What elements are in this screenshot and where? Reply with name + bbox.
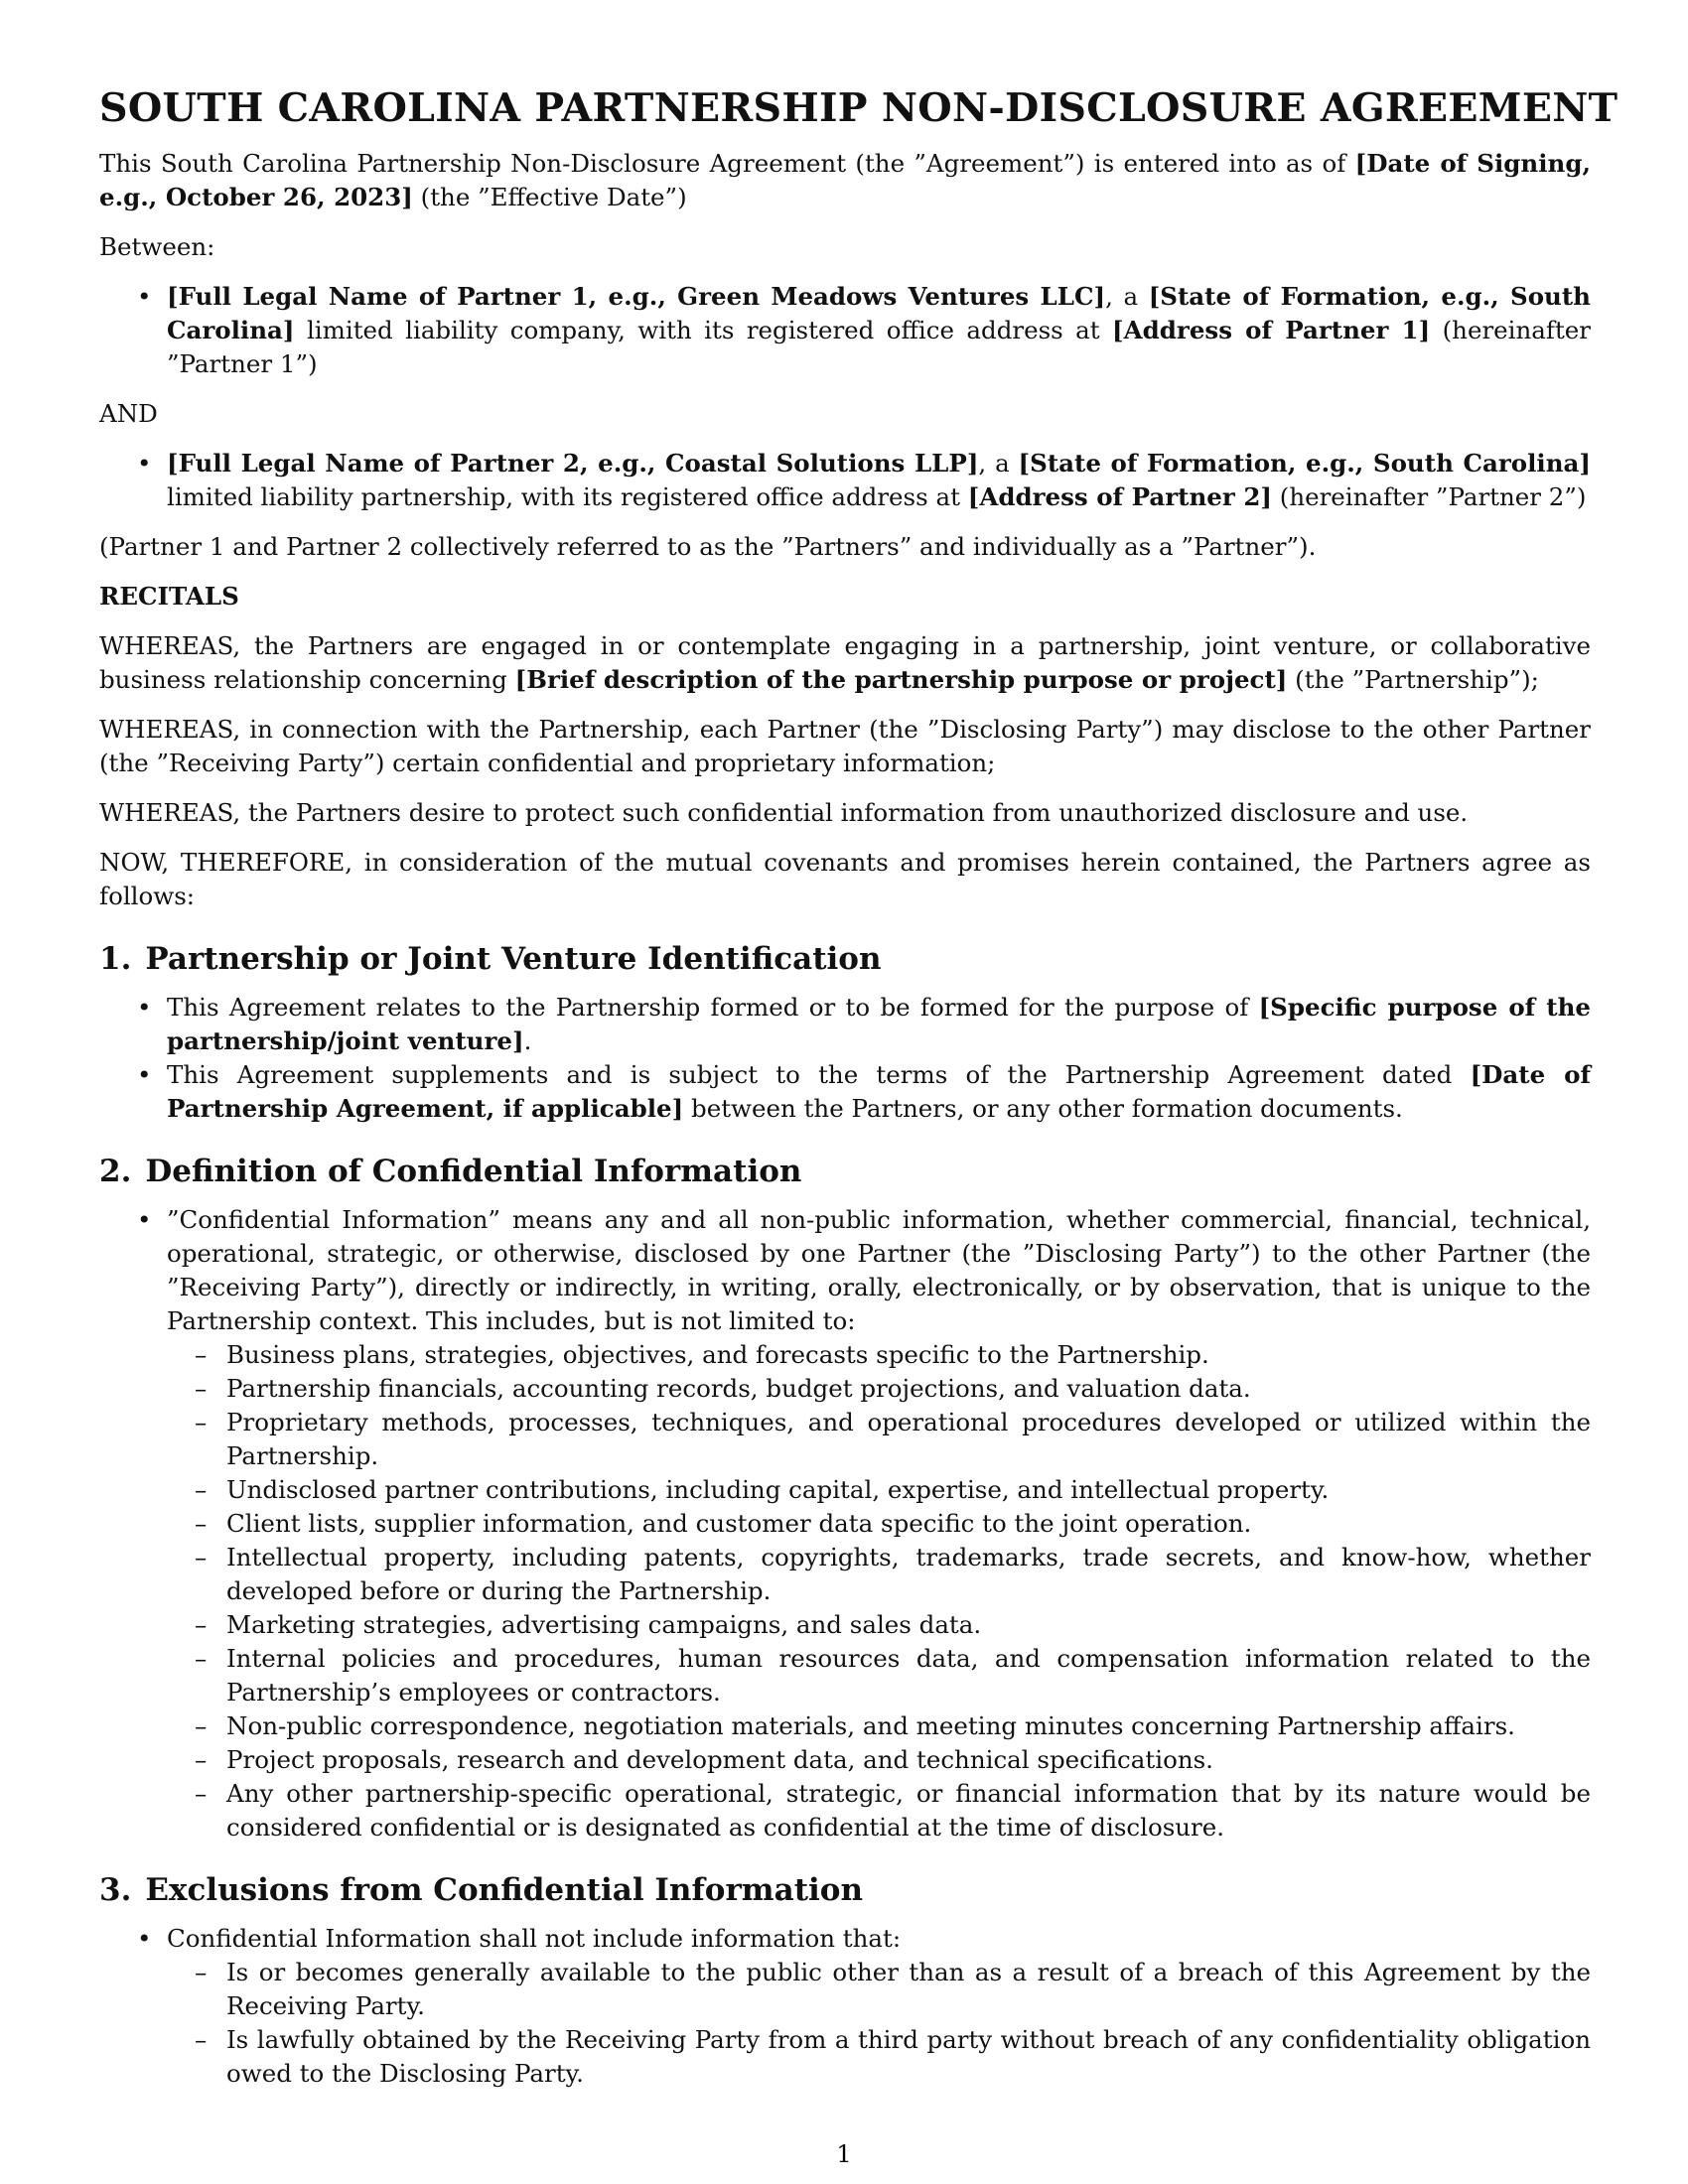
- list-item: – Proprietary methods, processes, techniques, and operational procedures developed or utilized within the Partnership.: [226, 1406, 1591, 1473]
- section-2-item: • ”Confidential Information” means any and all non-public information, whether commercial, financial, technical, operational, strategic, or otherwise, disclosed by one Partner (the ”Disclosing Party”) to the other Partner (the ”Receiving Party”), directly or indirectly, in writing, orally, electronically, or by observation, that is unique to the Partnership context. This includes, but is not limited to: – Business plans, strategies, objectives, and forecasts specific to the Partnership. – Partnership financials, accounting records, budget projections, and valuation data. – Proprietary methods, processes, techniques, and operational procedures developed or utilized within the Partnership. – Undisclosed partner contributions, including capital, expertise, and intellectual property. – Client lists, supplier information, and customer data specific to the joint operation. – Intellectual property, including patents, copyrights, trademarks, trade secrets, and know-how, whether developed before or during the Partnership. – Marketing strategies, advertising campaigns, and sales data. – Internal policies and procedures, human resources data, and compensation information related to the Partnership’s employees or contractors. – Non-public correspondence, negotiation materials, and meeting minutes concerning Partnership affairs. – Project proposals, research and development data, and technical specifications. – Any other partnership-specific operational, strategic, or financial information that by its nature would be considered confidential or is designated as confidential at the time of disclosure.: [167, 1203, 1591, 1844]
- partner2-item: • [Full Legal Name of Partner 2, e.g., Coastal Solutions LLP], a [State of Formation, e.g., South Carolina] limited liability partnership, with its registered office address at [Address of Partner 2] (hereinafter ”Partner 2”): [167, 447, 1591, 514]
- list-item: – Any other partnership-specific operational, strategic, or financial information that by its nature would be considered confidential or is designated as confidential at the time of disclosure.: [226, 1777, 1591, 1844]
- list-item: – Project proposals, research and development data, and technical specifications.: [226, 1743, 1591, 1777]
- now-therefore: NOW, THEREFORE, in consideration of the mutual covenants and promises herein contained, the Partners agree as follows:: [99, 848, 1591, 910]
- partner2-address-placeholder: [Address of Partner 2]: [967, 482, 1272, 511]
- partner1-name-placeholder: [Full Legal Name of Partner 1, e.g., Green Meadows Ventures LLC]: [167, 282, 1106, 311]
- section-3-heading: 3. Exclusions from Confidential Information: [99, 1872, 864, 1908]
- partner1-state-placeholder: [State of Formation, e.g., South Carolina]: [167, 282, 1591, 344]
- partner2-name-placeholder: [Full Legal Name of Partner 2, e.g., Coastal Solutions LLP]: [167, 449, 979, 478]
- section-2-list: [99, 1203, 1591, 1844]
- list-item: – Marketing strategies, advertising campaigns, and sales data.: [226, 1608, 1591, 1642]
- between-label: Between:: [99, 232, 215, 261]
- specific-purpose-placeholder: [Specific purpose of the partnership/joint venture]: [167, 993, 1591, 1055]
- section-3-item: • Confidential Information shall not include information that: – Is or becomes generally available to the public other than as a result of a breach of this Agreement by the Receiving Party. – Is lawfully obtained by the Receiving Party from a third party without breach of any confidentiality obligation owed to the Disclosing Party.: [167, 1922, 1591, 2091]
- list-item: – Is lawfully obtained by the Receiving Party from a third party without breach of any confidentiality obligation owed to the Disclosing Party.: [226, 2023, 1591, 2091]
- partner1-address-placeholder: [Address of Partner 1]: [1112, 316, 1431, 344]
- partner2-list: [99, 447, 1591, 514]
- partner1-list: [99, 280, 1591, 381]
- section-2-sublist: [167, 1338, 1591, 1844]
- page-number: 1: [836, 2140, 852, 2168]
- document-page: [99, 83, 1618, 2107]
- recital-2: WHEREAS, in connection with the Partnership, each Partner (the ”Disclosing Party”) may disclose to the other Partner (the ”Receiving Party”) certain confidential and proprietary information;: [99, 715, 1591, 777]
- intro-paragraph: This South Carolina Partnership Non-Disclosure Agreement (the ”Agreement”) is entered into as of [Date of Signing, e.g., October 26, 2023] (the ”Effective Date”): [99, 149, 1592, 211]
- list-item: – Partnership financials, accounting records, budget projections, and valuation data.: [226, 1372, 1591, 1406]
- section-1-item: • This Agreement supplements and is subject to the terms of the Partnership Agreement dated [Date of Partnership Agreement, if applicable] between the Partners, or any other formation documents.: [167, 1058, 1591, 1126]
- document-title: SOUTH CAROLINA PARTNERSHIP NON-DISCLOSURE AGREEMENT: [99, 85, 1618, 131]
- list-item: – Non-public correspondence, negotiation materials, and meeting minutes concerning Partnership affairs.: [226, 1709, 1591, 1743]
- recitals-heading: RECITALS: [99, 582, 239, 611]
- list-item: – Internal policies and procedures, human resources data, and compensation information related to the Partnership’s employees or contractors.: [226, 1642, 1591, 1709]
- recital-3: WHEREAS, the Partners desire to protect such confidential information from unauthorized disclosure and use.: [99, 798, 1469, 827]
- list-item: – Client lists, supplier information, and customer data specific to the joint operation.: [226, 1507, 1591, 1541]
- section-2-heading: 2. Definition of Confidential Information: [99, 1154, 802, 1189]
- partner1-item: • [Full Legal Name of Partner 1, e.g., Green Meadows Ventures LLC], a [State of Formation, e.g., South Carolina] limited liability company, with its registered office address at [Address of Partner 1] (hereinafter ”Partner 1”): [167, 280, 1591, 381]
- partnership-agreement-date-placeholder: [Date of Partnership Agreement, if applicable]: [167, 1060, 1591, 1123]
- list-item: – Business plans, strategies, objectives, and forecasts specific to the Partnership.: [226, 1338, 1591, 1372]
- list-item: – Undisclosed partner contributions, including capital, expertise, and intellectual property.: [226, 1473, 1591, 1507]
- partnership-purpose-placeholder: [Brief description of the partnership purpose or project]: [514, 665, 1288, 694]
- list-item: – Intellectual property, including patents, copyrights, trademarks, trade secrets, and know-how, whether developed before or during the Partnership.: [226, 1541, 1591, 1608]
- effective-date-placeholder: [Date of Signing, e.g., October 26, 2023]: [99, 149, 1592, 211]
- partner2-state-placeholder: [State of Formation, e.g., South Carolina]: [1018, 449, 1591, 478]
- list-item: – Is or becomes generally available to the public other than as a result of a breach of this Agreement by the Receiving Party.: [226, 1956, 1591, 2023]
- section-1-heading: 1. Partnership or Joint Venture Identification: [99, 941, 882, 977]
- recital-1: WHEREAS, the Partners are engaged in or contemplate engaging in a partnership, joint venture, or collaborative business relationship concerning [Brief description of the partnership purpose or project] (the ”Partnership”);: [99, 631, 1591, 694]
- section-3-sublist: [167, 1956, 1591, 2091]
- section-1-list: [99, 991, 1591, 1126]
- collective-definition: (Partner 1 and Partner 2 collectively referred to as the ”Partners” and individually as a ”Partner”).: [99, 532, 1317, 561]
- section-3-list: [99, 1922, 1591, 2091]
- and-label: AND: [99, 399, 158, 428]
- section-1-item: • This Agreement relates to the Partnership formed or to be formed for the purpose of [Specific purpose of the partnership/joint venture].: [167, 991, 1591, 1058]
